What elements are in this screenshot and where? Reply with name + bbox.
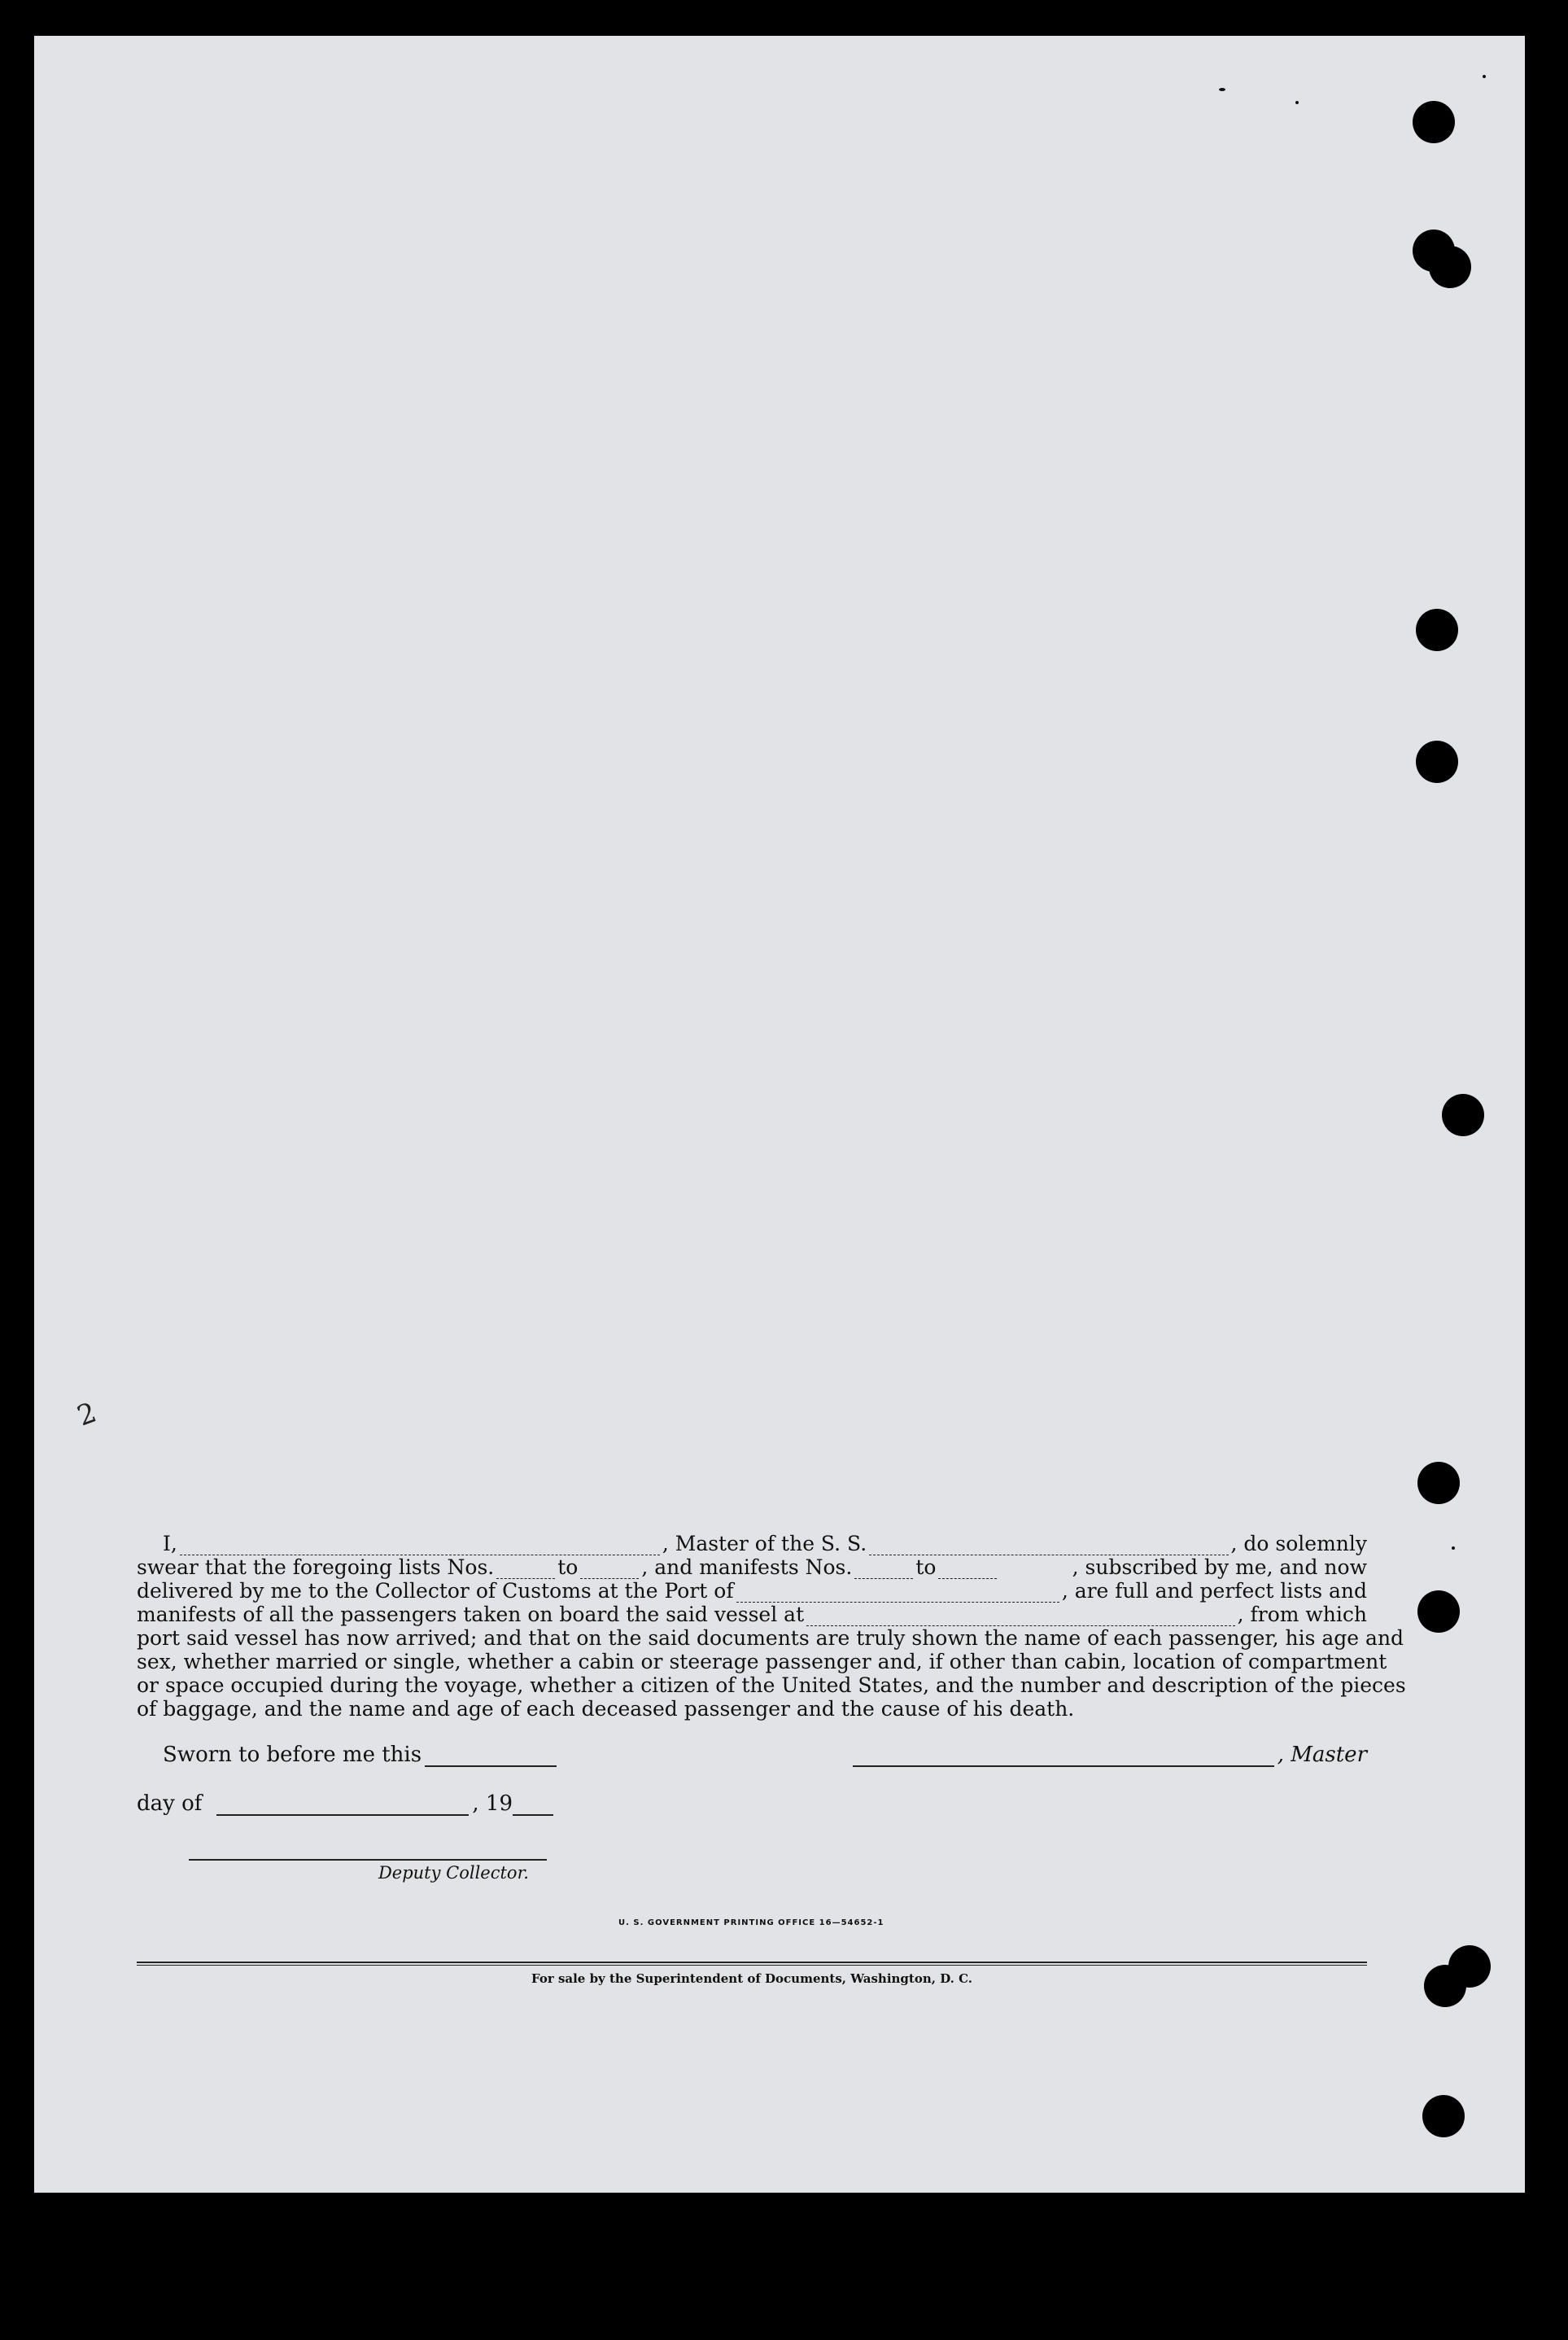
master-signature	[853, 1743, 1367, 1767]
master-label: , Master	[1277, 1743, 1367, 1767]
oath-line	[137, 1532, 1367, 1555]
deputy-collector-label: Deputy Collector.	[378, 1863, 529, 1883]
oath-line: of baggage, and the name and age of each deceased passenger and the cause of his death.	[137, 1697, 1075, 1721]
footer-rule	[137, 1962, 1367, 1963]
oath-paragraph	[137, 1532, 1406, 1721]
ship-name-blank[interactable]	[869, 1538, 1228, 1555]
punch-hole	[1417, 1462, 1460, 1504]
sworn-label: Sworn to before me this	[163, 1743, 422, 1767]
punch-hole	[1416, 609, 1458, 651]
speck	[1219, 88, 1225, 91]
punch-hole	[1413, 101, 1455, 143]
speck	[1295, 101, 1299, 104]
master-signature-line[interactable]	[853, 1749, 1274, 1767]
footer-rule	[137, 1965, 1367, 1966]
oath-text: I,	[163, 1532, 177, 1555]
list-to-blank[interactable]	[580, 1562, 639, 1579]
year-blank[interactable]	[513, 1800, 553, 1816]
oath-text: , and manifests Nos.	[641, 1555, 853, 1579]
oath-text: , from which	[1237, 1603, 1367, 1626]
deputy-signature-line[interactable]	[189, 1859, 547, 1861]
printing-office-imprint: U. S. GOVERNMENT PRINTING OFFICE 16—54652-1	[618, 1918, 884, 1927]
oath-line: or space occupied during the voyage, whether a citizen of the United States, and the number and description of the pieces	[137, 1673, 1406, 1697]
oath-text: , Master of the S. S.	[662, 1532, 867, 1555]
oath-text: , are full and perfect lists and	[1061, 1579, 1367, 1603]
year-label: , 19	[472, 1791, 513, 1816]
punch-hole	[1442, 1094, 1484, 1136]
oath-text: , do solemnly	[1230, 1532, 1367, 1555]
punch-hole	[1429, 246, 1471, 288]
margin-mark: 2	[72, 1396, 101, 1433]
list-from-blank[interactable]	[496, 1562, 555, 1579]
day-of-label: day of	[137, 1791, 203, 1816]
manifest-from-blank[interactable]	[854, 1562, 913, 1579]
manifest-to-blank[interactable]	[938, 1562, 997, 1579]
oath-line	[137, 1579, 1367, 1603]
oath-text: delivered by me to the Collector of Customs at the Port of	[137, 1579, 734, 1603]
departure-port-blank[interactable]	[806, 1609, 1234, 1626]
oath-text: , subscribed by me, and now	[1072, 1555, 1367, 1579]
punch-hole	[1416, 741, 1458, 783]
oath-line	[137, 1555, 1367, 1579]
oath-line	[137, 1603, 1367, 1626]
master-name-blank[interactable]	[180, 1538, 660, 1555]
oath-line: port said vessel has now arrived; and that on the said documents are truly shown the name of each passenger, his age and	[137, 1626, 1404, 1650]
punch-hole	[1424, 1965, 1466, 2007]
speck	[1452, 1546, 1455, 1550]
day-of-line	[137, 1791, 557, 1816]
punch-hole	[1417, 1590, 1460, 1633]
oath-text: to	[915, 1555, 937, 1579]
for-sale-note: For sale by the Superintendent of Documents, Washington, D. C.	[531, 1971, 973, 1986]
oath-line: sex, whether married or single, whether a cabin or steerage passenger and, if other than cabin, location of compartment	[137, 1650, 1387, 1673]
punch-hole	[1422, 2095, 1465, 2137]
oath-text: to	[557, 1555, 579, 1579]
oath-text: manifests of all the passengers taken on board the said vessel at	[137, 1603, 805, 1626]
oath-text: swear that the foregoing lists Nos.	[137, 1555, 495, 1579]
speck	[1483, 75, 1486, 78]
month-blank[interactable]	[216, 1800, 469, 1816]
port-blank[interactable]	[736, 1586, 1059, 1603]
sworn-line	[163, 1743, 560, 1767]
sworn-date-blank[interactable]	[425, 1751, 557, 1767]
